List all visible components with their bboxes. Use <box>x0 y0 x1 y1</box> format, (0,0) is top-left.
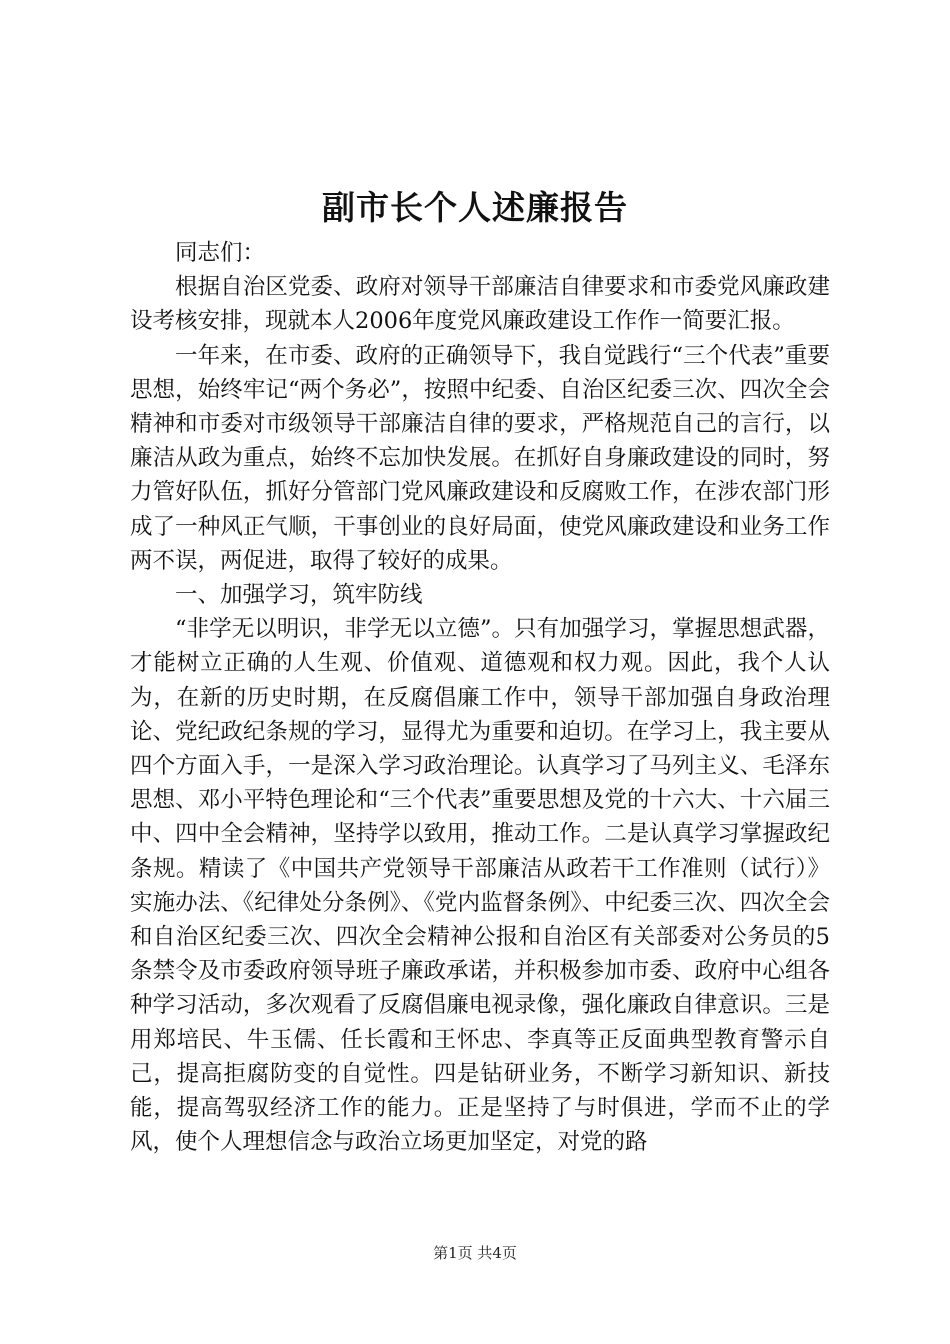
salutation-paragraph: 同志们： <box>175 240 266 266</box>
document-body <box>130 236 830 1159</box>
study-paragraph: “非学无以明识，非学无以立德”。只有加强学习，掌握思想武器，才能树立正确的人生观、价值观、道德观和权力观。因此，我个人认为，在新的历史时期，在反腐倡廉工作中，领导干部加强自身政治理论、党纪政纪条规的学习，显得尤为重要和迫切。在学习上，我主要从四个方面入手，一是深入学习政治理论。认真学习了马列主义、毛泽东思想、邓小平特色理论和“三个代表”重要思想及党的十六大、十六届三中、四中全会精神，坚持学以致用，推动工作。二是认真学习掌握政纪条规。精读了《中国共产党领导干部廉洁从政若干工作准则（试行）》实施办法、《纪律处分条例》、《党内监督条例》、中纪委三次、四次全会和自治区纪委三次、四次全会精神公报和自治区有关部委对公务员的5条禁令及市委政府领导班子廉政承诺，并积极参加市委、政府中心组各种学习活动，多次观看了反腐倡廉电视录像，强化廉政自律意识。三是用郑培民、牛玉儒、任长霞和王怀忠、李真等正反面典型教育警示自己，提高拒腐防变的自觉性。四是钻研业务，不断学习新知识、新技能，提高驾驭经济工作的能力。正是坚持了与时俱进，学而不止的学风，使个人理想信念与政治立场更加坚定，对党的路 <box>130 616 830 1156</box>
section-heading: 一、加强学习，筑牢防线 <box>175 582 423 609</box>
overview-paragraph: 一年来，在市委、政府的正确领导下，我自觉践行“三个代表”重要思想，始终牢记“两个务必”，按照中纪委、自治区纪委三次、四次全会精神和市委对市级领导干部廉洁自律的要求，严格规范自己的言行，以廉洁从政为重点，始终不忘加快发展。在抓好自身廉政建设的同时，努力管好队伍，抓好分管部门党风廉政建设和反腐败工作，在涉农部门形成了一种风正气顺，干事创业的良好局面，使党风廉政建设和业务工作两不误，两促进，取得了较好的成果。 <box>130 342 830 574</box>
intro-paragraph: 根据自治区党委、政府对领导干部廉洁自律要求和市委党风廉政建设考核安排，现就本人2006年度党风廉政建设工作作一简要汇报。 <box>130 274 830 335</box>
page-number-footer: 第1页 共4页 <box>433 1244 517 1262</box>
document-title: 副市长个人述廉报告 <box>322 188 628 227</box>
